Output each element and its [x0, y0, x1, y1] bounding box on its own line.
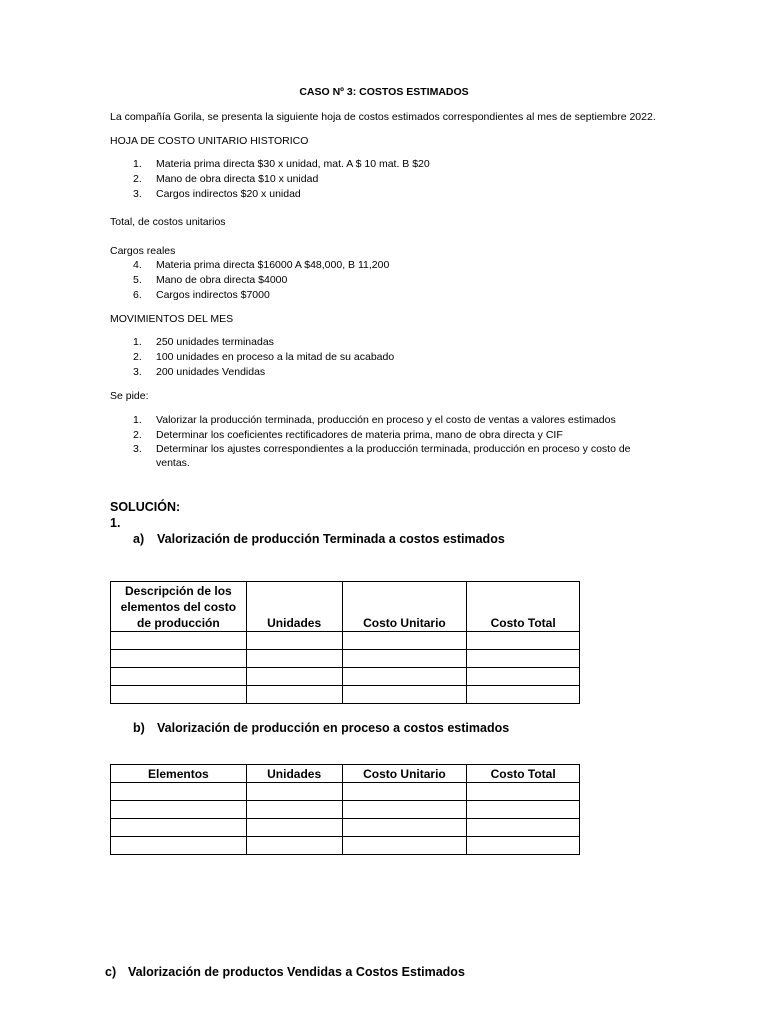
- list-item: Materia prima directa $30 x unidad, mat. A $ 10 mat. B $20: [156, 158, 430, 170]
- real-heading: Cargos reales: [110, 245, 176, 257]
- section-b-title: Valorización de producción en proceso a costos estimados: [157, 721, 510, 735]
- table-row: [111, 668, 580, 686]
- header-units: Unidades: [246, 582, 342, 632]
- table-in-process: [110, 764, 580, 855]
- section-c-title: Valorización de productos Vendidas a Costos Estimados: [128, 965, 465, 979]
- asks-heading: Se pide:: [110, 390, 149, 402]
- list-number: 3.: [133, 443, 142, 455]
- section-a-title: Valorización de producción Terminada a costos estimados: [157, 532, 505, 546]
- list-item: Determinar los coeficientes rectificadores de materia prima, mano de obra directa y CIF: [156, 429, 563, 441]
- header-unit-cost: Costo Unitario: [342, 765, 467, 783]
- list-number: 5.: [133, 274, 142, 286]
- list-number: 6.: [133, 289, 142, 301]
- list-item: Cargos indirectos $20 x unidad: [156, 188, 301, 200]
- solution-number: 1.: [110, 516, 121, 530]
- list-item: Valorizar la producción terminada, producción en proceso y el costo de ventas a valores estimados: [156, 414, 616, 426]
- list-number: 2.: [133, 173, 142, 185]
- list-item: Materia prima directa $16000 A $48,000, B 11,200: [156, 259, 390, 271]
- list-item-continuation: ventas.: [156, 457, 190, 469]
- list-number: 1.: [133, 414, 142, 426]
- solution-heading: SOLUCIÓN:: [110, 500, 181, 514]
- section-a-mark: a): [133, 532, 145, 546]
- total-line: Total, de costos unitarios: [110, 216, 226, 228]
- header-description: Descripción de los elementos del costo de producción: [111, 582, 247, 632]
- section-b-mark: b): [133, 721, 145, 735]
- list-item: 200 unidades Vendidas: [156, 366, 266, 378]
- list-number: 3.: [133, 366, 142, 378]
- list-number: 2.: [133, 429, 142, 441]
- table-row: [111, 801, 580, 819]
- list-number: 2.: [133, 351, 142, 363]
- list-item: 250 unidades terminadas: [156, 336, 274, 348]
- list-number: 1.: [133, 336, 142, 348]
- header-elements: Elementos: [111, 765, 247, 783]
- header-units: Unidades: [246, 765, 342, 783]
- table-row: [111, 819, 580, 837]
- table-header-row: [111, 765, 580, 783]
- page-title: CASO Nº 3: COSTOS ESTIMADOS: [299, 86, 469, 98]
- intro-paragraph: La compañía Gorila, se presenta la siguiente hoja de costos estimados correspondientes al mes de septiembre 2022.: [110, 111, 656, 123]
- historic-heading: HOJA DE COSTO UNITARIO HISTORICO: [110, 135, 309, 147]
- table-row: [111, 650, 580, 668]
- list-number: 1.: [133, 158, 142, 170]
- list-number: 4.: [133, 259, 142, 271]
- table-row: [111, 632, 580, 650]
- table-terminated: [110, 581, 580, 704]
- header-total-cost: Costo Total: [467, 582, 580, 632]
- table-header-row: [111, 582, 580, 632]
- movements-heading: MOVIMIENTOS DEL MES: [110, 313, 234, 325]
- section-c-mark: c): [105, 965, 117, 979]
- list-number: 3.: [133, 188, 142, 200]
- table-row: [111, 686, 580, 704]
- list-item: 100 unidades en proceso a la mitad de su acabado: [156, 351, 395, 363]
- table-row: [111, 783, 580, 801]
- list-item: Cargos indirectos $7000: [156, 289, 270, 301]
- list-item: Determinar los ajustes correspondientes a la producción terminada, producción en proceso y costo de: [156, 443, 631, 455]
- list-item: Mano de obra directa $4000: [156, 274, 288, 286]
- list-item: Mano de obra directa $10 x unidad: [156, 173, 319, 185]
- header-total-cost: Costo Total: [467, 765, 580, 783]
- header-unit-cost: Costo Unitario: [342, 582, 467, 632]
- table-row: [111, 837, 580, 855]
